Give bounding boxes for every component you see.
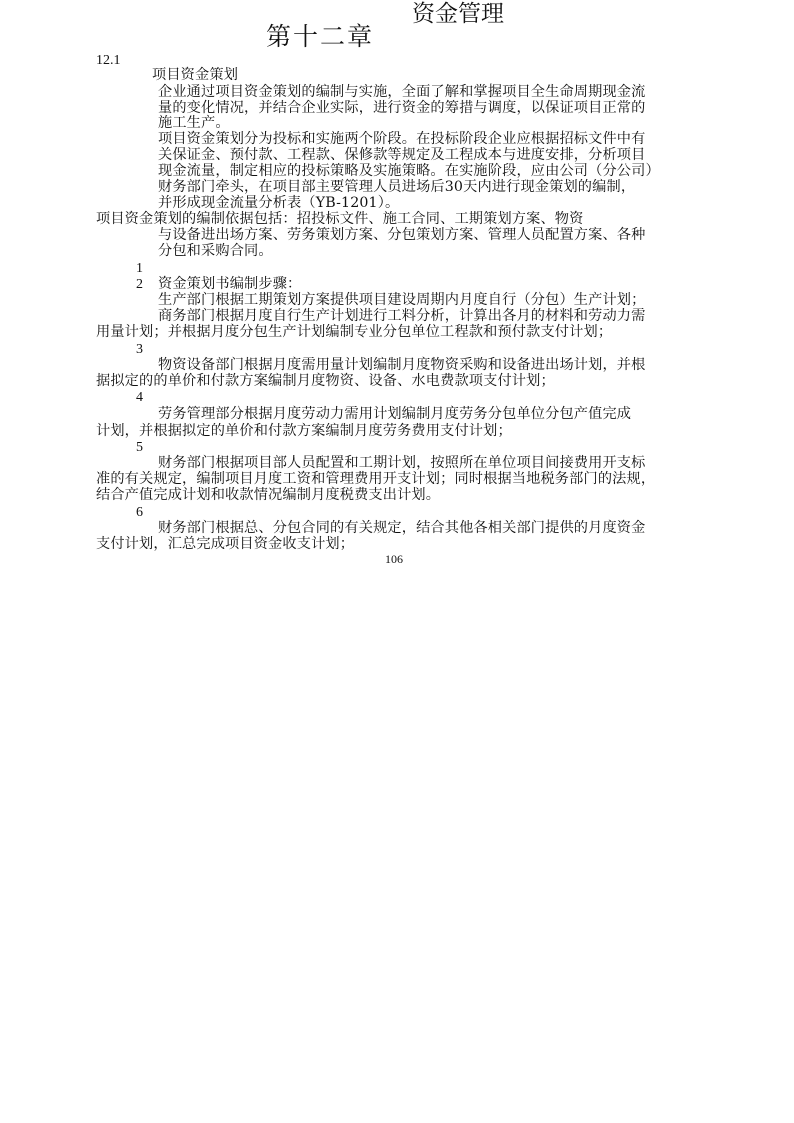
- list-item-line: 财务部门根据总、分包合同的有关规定，结合其他各相关部门提供的月度资金: [158, 520, 646, 536]
- list-marker: 6: [136, 505, 143, 520]
- list-item-line: 支付计划，汇总完成项目资金收支计划；: [96, 536, 355, 552]
- paragraph-line: 企业通过项目资金策划的编制与实施，全面了解和掌握项目全生命周期现金流: [158, 84, 646, 100]
- list-item-line: 结合产值完成计划和收款情况编制月度税费支出计划。: [96, 487, 441, 503]
- list-item-line: 商务部门根据月度自行生产计划进行工料分析，计算出各月的材料和劳动力需: [158, 308, 646, 324]
- section-number: 12.1: [96, 53, 121, 68]
- chapter-title: 第十二章: [266, 22, 375, 51]
- list-marker: 2: [136, 277, 143, 292]
- paragraph-line: 项目资金策划的编制依据包括：招投标文件、施工合同、工期策划方案、物资: [96, 211, 584, 227]
- paragraph-line: 分包和采购合同。: [158, 243, 273, 259]
- paragraph-line: 现金流量，制定相应的投标策略及实施策略。在实施阶段，应由公司（分公司）: [158, 163, 660, 179]
- chapter-title-top: 资金管理: [412, 1, 504, 27]
- paragraph-line: 量的变化情况，并结合企业实际，进行资金的筹措与调度，以保证项目正常的: [158, 100, 646, 116]
- list-item-line: 财务部门根据项目部人员配置和工期计划，按照所在单位项目间接费用开支标: [158, 455, 646, 471]
- step-heading: 资金策划书编制步骤：: [158, 276, 302, 292]
- paragraph-line: 施工生产。: [158, 115, 230, 131]
- list-marker: 3: [136, 342, 143, 357]
- list-marker: 1: [136, 261, 143, 276]
- list-item-line: 计划，并根据拟定的单价和付款方案编制月度劳务费用支付计划；: [96, 423, 512, 439]
- paragraph-line: 财务部门牵头，在项目部主要管理人员进场后30天内进行现金策划的编制，: [158, 179, 636, 195]
- list-item-line: 准的有关规定，编制项目月度工资和管理费用开支计划；同时根据当地税务部门的法规，: [96, 471, 656, 487]
- list-item-line: 用量计划；并根据月度分包生产计划编制专业分包单位工程款和预付款支付计划；: [96, 324, 613, 340]
- section-heading: 项目资金策划: [152, 67, 239, 83]
- list-marker: 5: [136, 440, 143, 455]
- paragraph-line: 并形成现金流量分析表（YB-1201）。: [158, 195, 400, 211]
- paragraph-line: 与设备进出场方案、劳务策划方案、分包策划方案、管理人员配置方案、各种: [158, 227, 646, 243]
- list-item-line: 物资设备部门根据月度需用量计划编制月度物资采购和设备进出场计划，并根: [158, 357, 646, 373]
- paragraph-line: 关保证金、预付款、工程款、保修款等规定及工程成本与进度安排，分析项目: [158, 147, 646, 163]
- paragraph-line: 项目资金策划分为投标和实施两个阶段。在投标阶段企业应根据招标文件中有: [158, 131, 646, 147]
- page-number: 106: [385, 552, 403, 566]
- list-item-line: 生产部门根据工期策划方案提供项目建设周期内月度自行（分包）生产计划；: [158, 292, 646, 308]
- list-marker: 4: [136, 390, 143, 405]
- list-item-line: 劳务管理部分根据月度劳动力需用计划编制月度劳务分包单位分包产值完成: [158, 406, 632, 422]
- list-item-line: 据拟定的的单价和付款方案编制月度物资、设备、水电费款项支付计划；: [96, 373, 555, 389]
